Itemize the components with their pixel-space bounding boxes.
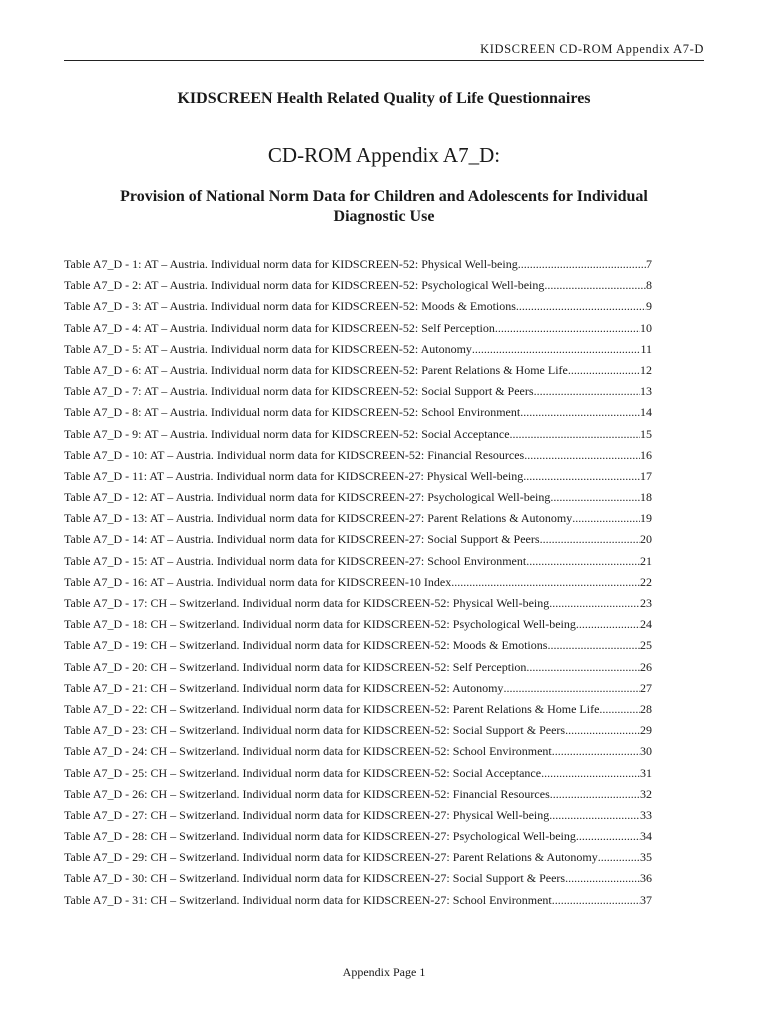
toc-leader-dots bbox=[495, 321, 640, 336]
toc-leader-dots bbox=[568, 363, 640, 378]
toc-leader-dots bbox=[541, 766, 640, 781]
toc-entry-label: Table A7_D - 30: CH – Switzerland. Individual norm data for KIDSCREEN-27: Social Support & Peers bbox=[64, 871, 566, 886]
toc-entry-label: Table A7_D - 11: AT – Austria. Individual norm data for KIDSCREEN-27: Physical Well-being bbox=[64, 468, 524, 483]
toc-leader-dots bbox=[523, 469, 640, 484]
toc-leader-dots bbox=[526, 554, 640, 569]
toc-entry-label: Table A7_D - 28: CH – Switzerland. Individual norm data for KIDSCREEN-27: Psychological Well-being bbox=[64, 829, 576, 844]
toc-entry-label: Table A7_D - 7: AT – Austria. Individual norm data for KIDSCREEN-52: Social Support & Peers bbox=[64, 384, 534, 399]
toc-entry-page: 9 bbox=[646, 299, 652, 314]
toc-entry-page: 7 bbox=[646, 257, 652, 271]
toc-entry-page: 34 bbox=[640, 829, 652, 844]
toc-leader-dots bbox=[550, 490, 640, 505]
toc-entry[interactable] bbox=[64, 554, 652, 575]
toc-entry-page: 28 bbox=[640, 701, 652, 716]
toc-entry-page: 10 bbox=[640, 320, 652, 335]
toc-entry-page: 17 bbox=[640, 468, 652, 483]
toc-entry-page: 13 bbox=[640, 384, 652, 399]
toc-entry-page: 22 bbox=[640, 574, 652, 589]
toc-entry-label: Table A7_D - 29: CH – Switzerland. Individual norm data for KIDSCREEN-27: Parent Relations & Autonomy bbox=[64, 850, 598, 865]
toc-entry-label: Table A7_D - 3: AT – Austria. Individual norm data for KIDSCREEN-52: Moods & Emotions bbox=[64, 299, 516, 314]
document-title: KIDSCREEN Health Related Quality of Life Questionnaires bbox=[177, 90, 591, 107]
toc-entry-page: 23 bbox=[640, 596, 652, 610]
toc-entry-label: Table A7_D - 27: CH – Switzerland. Individual norm data for KIDSCREEN-27: Physical Well-being bbox=[64, 807, 550, 822]
toc-leader-dots bbox=[518, 257, 646, 272]
page-footer: Appendix Page 1 bbox=[342, 965, 426, 979]
toc-entry-page: 14 bbox=[640, 405, 652, 420]
toc-entry-label: Table A7_D - 31: CH – Switzerland. Individual norm data for KIDSCREEN-27: School Environment bbox=[64, 892, 552, 907]
toc-entry[interactable] bbox=[64, 321, 652, 342]
toc-leader-dots bbox=[549, 808, 640, 823]
toc-leader-dots bbox=[576, 617, 640, 632]
toc-leader-dots bbox=[520, 405, 640, 420]
toc-entry[interactable] bbox=[64, 278, 652, 299]
toc-entry[interactable] bbox=[64, 511, 652, 532]
toc-entry-page: 31 bbox=[640, 765, 652, 780]
toc-leader-dots bbox=[540, 532, 640, 547]
toc-entry[interactable] bbox=[64, 405, 652, 426]
toc-entry-label: Table A7_D - 25: CH – Switzerland. Individual norm data for KIDSCREEN-52: Social Acceptance bbox=[64, 765, 542, 780]
toc-entry-label: Table A7_D - 14: AT – Austria. Individual norm data for KIDSCREEN-27: Social Support & Peers bbox=[64, 532, 540, 547]
toc-leader-dots bbox=[598, 850, 640, 865]
toc-entry[interactable] bbox=[64, 596, 652, 617]
toc-entry-page: 33 bbox=[640, 807, 652, 822]
toc-leader-dots bbox=[526, 660, 640, 675]
toc-entry[interactable] bbox=[64, 829, 652, 850]
toc-entry-page: 32 bbox=[640, 786, 652, 801]
toc-entry-page: 11 bbox=[640, 341, 652, 356]
toc-leader-dots bbox=[550, 787, 640, 802]
toc-entry-label: Table A7_D - 24: CH – Switzerland. Individual norm data for KIDSCREEN-52: School Environment bbox=[64, 744, 552, 759]
running-header: KIDSCREEN CD-ROM Appendix A7-D bbox=[64, 42, 704, 61]
toc-leader-dots bbox=[552, 893, 640, 908]
toc-entry-page: 29 bbox=[640, 723, 652, 738]
toc-leader-dots bbox=[516, 299, 646, 314]
toc-entry-page: 37 bbox=[640, 892, 652, 907]
toc-entry[interactable] bbox=[64, 893, 652, 914]
toc-entry-label: Table A7_D - 21: CH – Switzerland. Individual norm data for KIDSCREEN-52: Autonomy bbox=[64, 680, 504, 695]
toc-leader-dots bbox=[534, 384, 640, 399]
toc-leader-dots bbox=[524, 448, 640, 463]
toc-leader-dots bbox=[565, 871, 640, 886]
toc-entry[interactable] bbox=[64, 384, 652, 405]
toc-entry-label: Table A7_D - 2: AT – Austria. Individual norm data for KIDSCREEN-52: Psychological Well-being bbox=[64, 278, 545, 293]
toc-leader-dots bbox=[547, 638, 640, 653]
toc-entry-label: Table A7_D - 8: AT – Austria. Individual norm data for KIDSCREEN-52: School Environment bbox=[64, 405, 521, 420]
toc-entry-label: Table A7_D - 10: AT – Austria. Individual norm data for KIDSCREEN-52: Financial Resources bbox=[64, 447, 525, 462]
toc-leader-dots bbox=[451, 575, 640, 590]
toc-entry[interactable] bbox=[64, 257, 652, 278]
toc-entry-page: 35 bbox=[640, 850, 652, 865]
toc-entry-label: Table A7_D - 16: AT – Austria. Individual norm data for KIDSCREEN-10 Index bbox=[64, 574, 452, 589]
toc-entry-label: Table A7_D - 1: AT – Austria. Individual norm data for KIDSCREEN-52: Physical Well-being bbox=[64, 257, 518, 271]
toc-entry[interactable] bbox=[64, 702, 652, 723]
toc-leader-dots bbox=[576, 829, 640, 844]
toc-entry-page: 30 bbox=[640, 744, 652, 759]
toc-entry-label: Table A7_D - 13: AT – Austria. Individual norm data for KIDSCREEN-27: Parent Relations & Autonomy bbox=[64, 511, 573, 526]
toc-leader-dots bbox=[572, 511, 640, 526]
toc-entry[interactable] bbox=[64, 744, 652, 765]
toc-entry[interactable] bbox=[64, 681, 652, 702]
toc-entry[interactable] bbox=[64, 363, 652, 384]
toc-entry-page: 16 bbox=[640, 447, 652, 462]
toc-entry[interactable] bbox=[64, 871, 652, 892]
toc-entry[interactable] bbox=[64, 660, 652, 681]
toc-entry-page: 27 bbox=[640, 680, 652, 695]
toc-leader-dots bbox=[549, 596, 640, 611]
toc-entry-label: Table A7_D - 4: AT – Austria. Individual norm data for KIDSCREEN-52: Self Perception bbox=[64, 320, 495, 335]
toc-entry[interactable] bbox=[64, 638, 652, 659]
toc-leader-dots bbox=[472, 342, 641, 357]
toc-entry-page: 21 bbox=[640, 553, 652, 568]
toc-entry-page: 19 bbox=[640, 511, 652, 526]
toc-entry[interactable] bbox=[64, 469, 652, 490]
toc-entry-label: Table A7_D - 18: CH – Switzerland. Individual norm data for KIDSCREEN-52: Psychological Well-being bbox=[64, 617, 576, 632]
toc-leader-dots bbox=[510, 427, 640, 442]
toc-entry[interactable] bbox=[64, 575, 652, 596]
toc-entry-page: 25 bbox=[640, 638, 652, 653]
toc-entry-label: Table A7_D - 9: AT – Austria. Individual norm data for KIDSCREEN-52: Social Acceptance bbox=[64, 426, 510, 441]
toc-entry-label: Table A7_D - 23: CH – Switzerland. Individual norm data for KIDSCREEN-52: Social Support & Peers bbox=[64, 723, 566, 738]
toc-entry[interactable] bbox=[64, 617, 652, 638]
toc-leader-dots bbox=[565, 723, 640, 738]
toc-leader-dots bbox=[552, 744, 640, 759]
toc-entry-label: Table A7_D - 20: CH – Switzerland. Individual norm data for KIDSCREEN-52: Self Perception bbox=[64, 659, 527, 674]
toc-entry-page: 8 bbox=[646, 278, 652, 293]
toc-entry[interactable] bbox=[64, 299, 652, 320]
toc-entry-page: 15 bbox=[640, 426, 652, 441]
toc-entry[interactable] bbox=[64, 723, 652, 744]
toc-entry-page: 24 bbox=[640, 617, 652, 632]
toc-entry[interactable] bbox=[64, 342, 652, 363]
toc-entry-label: Table A7_D - 17: CH – Switzerland. Individual norm data for KIDSCREEN-52: Physical Well-being bbox=[64, 596, 550, 610]
toc-entry[interactable] bbox=[64, 787, 652, 808]
toc-leader-dots bbox=[503, 681, 640, 696]
toc-entry[interactable] bbox=[64, 808, 652, 829]
toc-entry[interactable] bbox=[64, 448, 652, 469]
toc-entry-page: 26 bbox=[640, 659, 652, 674]
toc-entry[interactable] bbox=[64, 490, 652, 511]
toc-entry[interactable] bbox=[64, 766, 652, 787]
toc-entry-label: Table A7_D - 12: AT – Austria. Individual norm data for KIDSCREEN-27: Psychological Well-being bbox=[64, 490, 551, 505]
toc-entry-label: Table A7_D - 6: AT – Austria. Individual norm data for KIDSCREEN-52: Parent Relations & Home Life bbox=[64, 362, 568, 377]
table-of-contents bbox=[64, 257, 652, 914]
document-subtitle: Provision of National Norm Data for Children and Adolescents for Individual Diagnostic Use bbox=[120, 188, 648, 225]
toc-entry[interactable] bbox=[64, 427, 652, 448]
toc-entry-label: Table A7_D - 5: AT – Austria. Individual norm data for KIDSCREEN-52: Autonomy bbox=[64, 341, 472, 356]
toc-entry-page: 20 bbox=[640, 532, 652, 547]
toc-entry-label: Table A7_D - 19: CH – Switzerland. Individual norm data for KIDSCREEN-52: Moods & Emotions bbox=[64, 638, 548, 653]
toc-entry[interactable] bbox=[64, 850, 652, 871]
toc-leader-dots bbox=[544, 278, 646, 293]
appendix-title: CD-ROM Appendix A7_D: bbox=[267, 143, 501, 167]
toc-leader-dots bbox=[599, 702, 640, 717]
toc-entry-page: 18 bbox=[640, 490, 652, 505]
toc-entry-page: 36 bbox=[640, 871, 652, 886]
toc-entry-label: Table A7_D - 26: CH – Switzerland. Individual norm data for KIDSCREEN-52: Financial Resources bbox=[64, 786, 550, 801]
toc-entry[interactable] bbox=[64, 532, 652, 553]
toc-entry-label: Table A7_D - 15: AT – Austria. Individual norm data for KIDSCREEN-27: School Environment bbox=[64, 553, 527, 568]
toc-entry-page: 12 bbox=[640, 362, 652, 377]
toc-entry-label: Table A7_D - 22: CH – Switzerland. Individual norm data for KIDSCREEN-52: Parent Relations & Home Life bbox=[64, 701, 600, 716]
